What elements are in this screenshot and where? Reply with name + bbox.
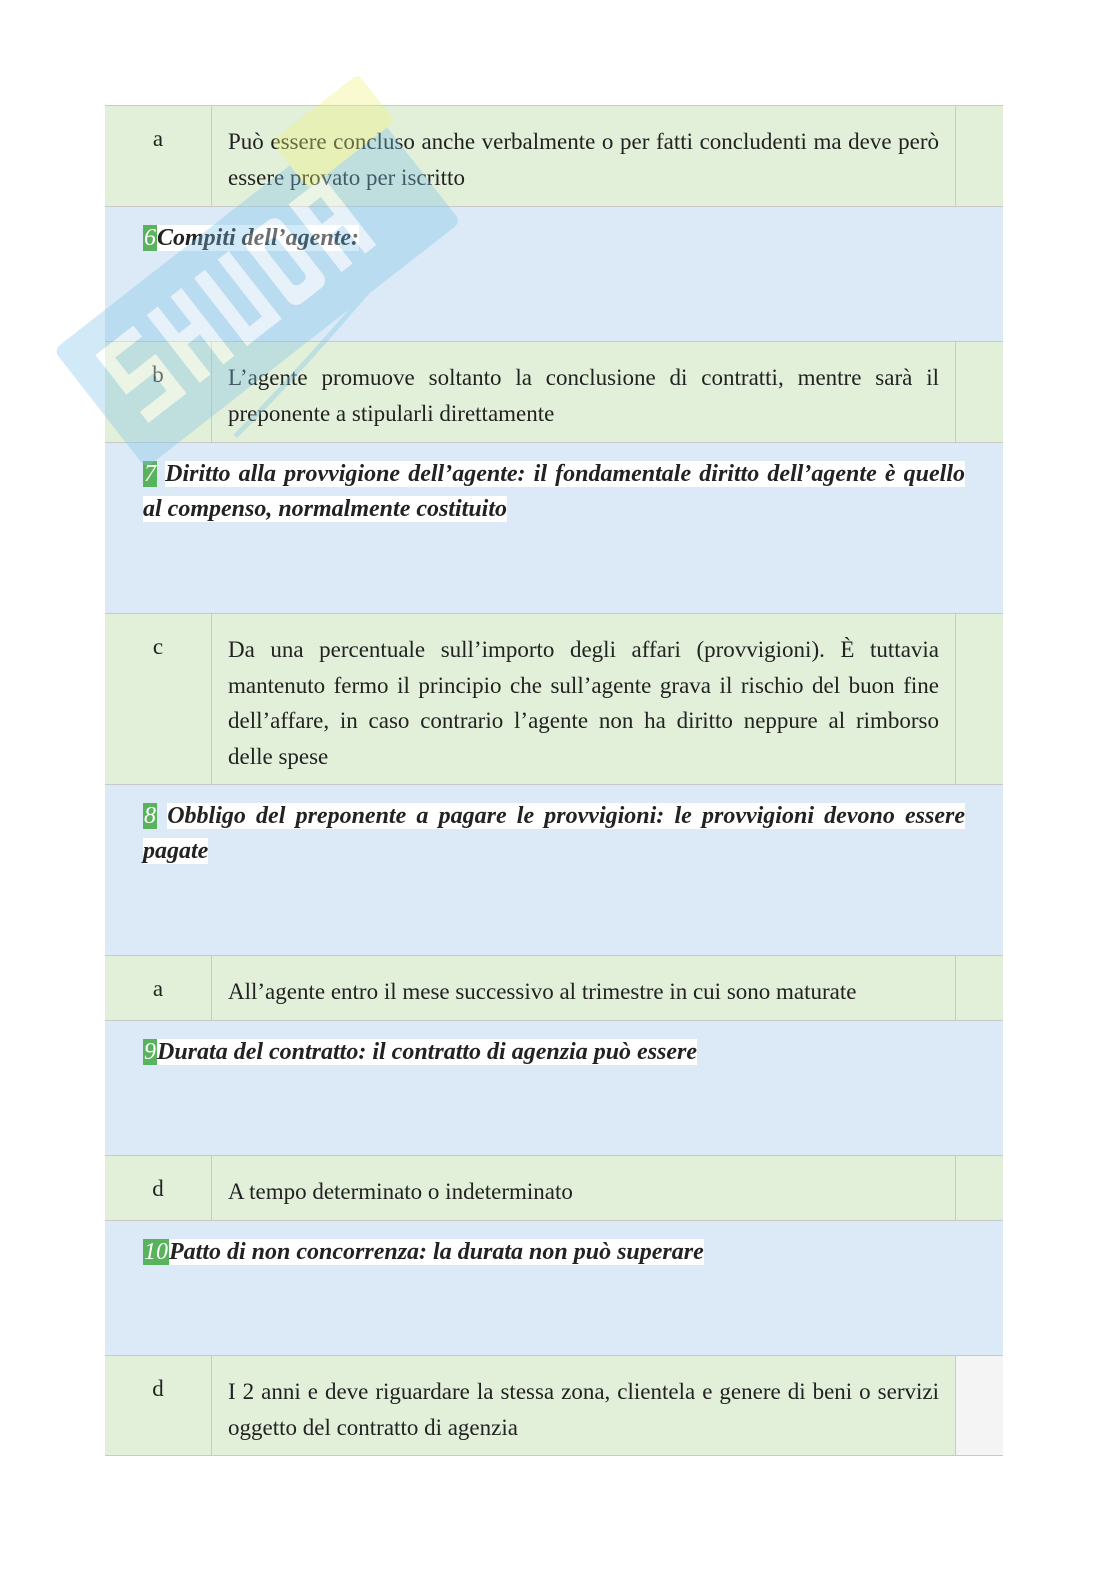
question-row-10 <box>105 1220 1003 1355</box>
empty-cell <box>956 106 1003 206</box>
answer-text: A tempo determinato o indeterminato <box>212 1156 956 1220</box>
answer-text: Può essere concluso anche verbalmente o per fatti concludenti ma deve però essere provato per iscritto <box>212 106 956 206</box>
empty-cell <box>956 1356 1003 1455</box>
question-row-6 <box>105 206 1003 341</box>
answer-letter: d <box>105 1356 212 1455</box>
question-label: Durata del contratto: il contratto di agenzia può essere <box>157 1039 698 1065</box>
question-number: 8 <box>144 803 156 829</box>
answer-letter: b <box>105 342 212 442</box>
answer-letter: a <box>105 956 212 1020</box>
question-label: Compiti dell’agente: <box>157 225 359 251</box>
answer-row-3 <box>105 613 1003 784</box>
question-text <box>143 457 965 527</box>
question-number: 6 <box>144 225 156 251</box>
question-number: 10 <box>144 1239 168 1265</box>
answer-row-1 <box>105 105 1003 206</box>
answer-letter: a <box>105 106 212 206</box>
question-number: 7 <box>144 461 156 487</box>
question-label: Diritto alla provvigione dell’agente: il fondamentale diritto dell’agente è quello al compenso, normalmente costituito <box>143 461 965 522</box>
answer-text: Da una percentuale sull’importo degli affari (provvigioni). È tuttavia mantenuto fermo il principio che sull’agente grava il rischio del buon fine dell’affare, in caso contrario l’agente non ha diritto neppure al rimborso delle spese <box>212 614 956 784</box>
empty-cell <box>956 614 1003 784</box>
question-text <box>143 1235 965 1270</box>
question-number: 9 <box>144 1039 156 1065</box>
answer-text: I 2 anni e deve riguardare la stessa zona, clientela e genere di beni o servizi oggetto del contratto di agenzia <box>212 1356 956 1455</box>
answer-text: L’agente promuove soltanto la conclusione di contratti, mentre sarà il preponente a stipularli direttamente <box>212 342 956 442</box>
answer-row-2 <box>105 341 1003 442</box>
question-label: Patto di non concorrenza: la durata non può superare <box>169 1239 704 1265</box>
answer-letter: d <box>105 1156 212 1220</box>
answer-letter: c <box>105 614 212 784</box>
empty-cell <box>956 956 1003 1020</box>
answer-row-5 <box>105 1155 1003 1220</box>
empty-cell <box>956 1156 1003 1220</box>
question-row-9 <box>105 1020 1003 1155</box>
question-row-8 <box>105 784 1003 955</box>
question-text <box>143 1035 965 1070</box>
answer-row-6 <box>105 1355 1003 1456</box>
question-label: Obbligo del preponente a pagare le provvigioni: le provvigioni devono essere pagate <box>143 803 966 864</box>
quiz-table <box>105 105 1003 1456</box>
answer-row-4 <box>105 955 1003 1020</box>
question-row-7 <box>105 442 1003 613</box>
question-text <box>143 221 965 256</box>
empty-cell <box>956 342 1003 442</box>
question-text <box>143 799 965 869</box>
answer-text: All’agente entro il mese successivo al trimestre in cui sono maturate <box>212 956 956 1020</box>
